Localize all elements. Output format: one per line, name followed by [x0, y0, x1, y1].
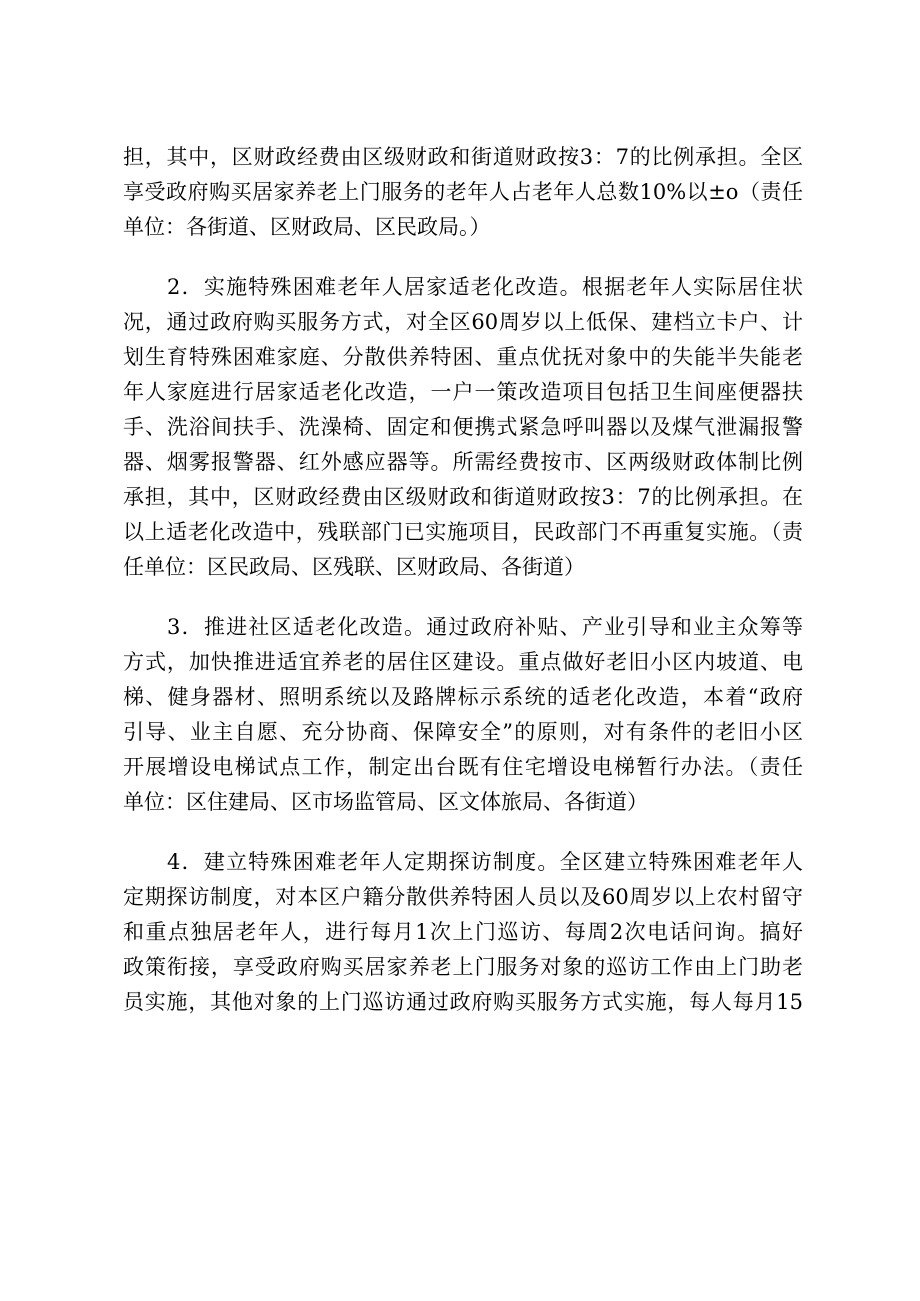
paragraph-3	[123, 610, 803, 820]
text-line: 况，通过政府购买服务方式，对全区60周岁以上低保、建档立卡户、计	[123, 310, 803, 334]
text-line: 定期探访制度，对本区户籍分散供养特困人员以及60周岁以上农村留守	[123, 885, 803, 909]
text-line: 方式，加快推进适宜养老的居住区建设。重点做好老旧小区内坡道、电	[123, 650, 803, 674]
text-line: 年人家庭进行居家适老化改造，一户一策改造项目包括卫生间座便器扶	[123, 380, 803, 404]
text-line: 器、烟雾报警器、红外感应器等。所需经费按市、区两级财政体制比例	[123, 450, 803, 474]
text-line: 单位：各街道、区财政局、区民政局。）	[123, 215, 491, 239]
text-line: 划生育特殊困难家庭、分散供养特困、重点优抚对象中的失能半失能老	[123, 345, 803, 369]
paragraph-1	[123, 140, 803, 245]
text-line: 引导、业主自愿、充分协商、保障安全”的原则，对有条件的老旧小区	[123, 720, 803, 744]
text-line: 4．建立特殊困难老年人定期探访制度。全区建立特殊困难老年人	[167, 850, 803, 874]
text-line: 以上适老化改造中，残联部门已实施项目，民政部门不再重复实施。（责	[123, 520, 803, 544]
paragraph-4	[123, 845, 803, 1020]
text-line: 3．推进社区适老化改造。通过政府补贴、产业引导和业主众筹等	[167, 615, 803, 639]
paragraph-2	[123, 270, 803, 585]
text-line: 和重点独居老年人，进行每月1次上门巡访、每周2次电话问询。搞好	[123, 920, 803, 944]
text-line: 任单位：区民政局、区残联、区财政局、各街道）	[123, 555, 585, 579]
text-line: 政策衔接，享受政府购买居家养老上门服务对象的巡访工作由上门助老	[123, 955, 803, 979]
text-line: 担，其中，区财政经费由区级财政和街道财政按3：7的比例承担。全区	[123, 145, 803, 169]
text-line: 手、洗浴间扶手、洗澡椅、固定和便携式紧急呼叫器以及煤气泄漏报警	[123, 415, 803, 439]
text-line: 梯、健身器材、照明系统以及路牌标示系统的适老化改造，本着“政府	[123, 685, 803, 709]
document-page	[123, 140, 803, 1020]
text-line: 享受政府购买居家养老上门服务的老年人占老年人总数10%以±o（责任	[123, 180, 803, 204]
text-line: 开展增设电梯试点工作，制定出台既有住宅增设电梯暂行办法。（责任	[123, 755, 803, 779]
text-line: 2．实施特殊困难老年人居家适老化改造。根据老年人实际居住状	[167, 275, 803, 299]
text-line: 单位：区住建局、区市场监管局、区文体旅局、各街道）	[123, 790, 648, 814]
text-line: 员实施，其他对象的上门巡访通过政府购买服务方式实施，每人每月15	[123, 990, 803, 1014]
text-line: 承担，其中，区财政经费由区级财政和街道财政按3：7的比例承担。在	[123, 485, 803, 509]
